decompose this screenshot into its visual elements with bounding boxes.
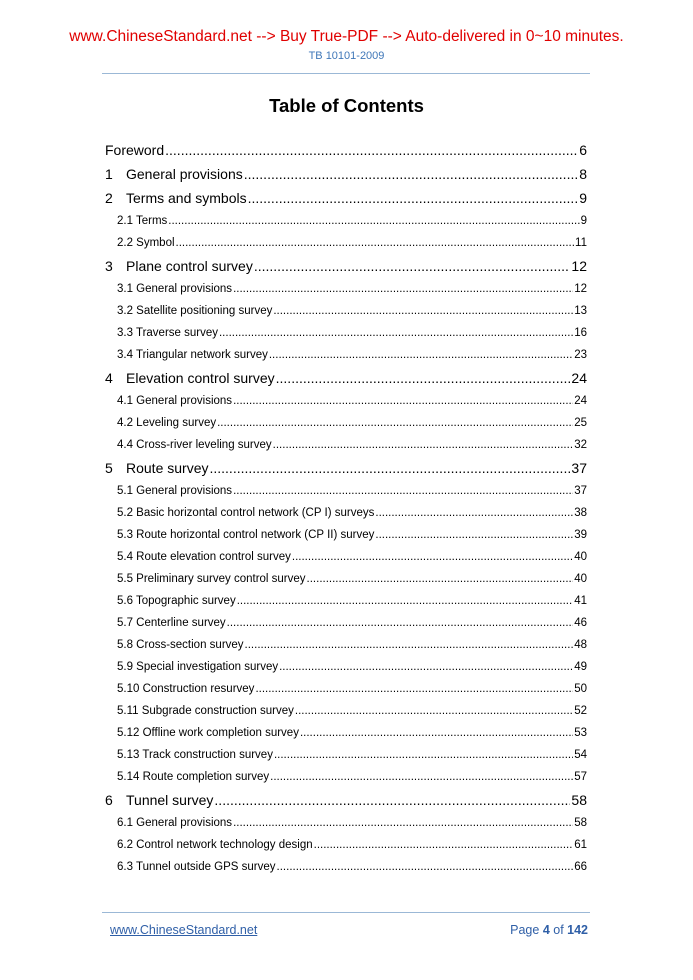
toc-section-entry[interactable]	[105, 502, 587, 524]
toc-chapter-number: 4	[105, 370, 113, 386]
toc-dot-leader	[279, 656, 573, 678]
toc-page-number: 50	[574, 683, 587, 695]
toc-entry-title: 4.1 General provisions	[117, 395, 233, 407]
toc-entry-title: 3.1 General provisions	[117, 283, 233, 295]
toc-page-number: 32	[574, 439, 587, 451]
toc-dot-leader	[209, 457, 570, 480]
toc-entry-title: 3.2 Satellite positioning survey	[117, 305, 273, 317]
toc-entry-title: 5.2 Basic horizontal control network (CP I) surveys	[117, 507, 375, 519]
toc-dot-leader	[274, 744, 573, 766]
toc-entry-label	[117, 232, 175, 254]
toc-dot-leader	[176, 232, 575, 254]
toc-page-number: 48	[574, 639, 587, 651]
toc-dot-leader	[269, 344, 573, 366]
toc-entry-label	[117, 856, 276, 878]
toc-dot-leader	[375, 502, 573, 524]
toc-page-number: 57	[574, 771, 587, 783]
toc-dot-leader	[248, 187, 579, 210]
toc-entry-title: 5.14 Route completion survey	[117, 771, 270, 783]
toc-chapter-entry[interactable]	[105, 138, 587, 162]
toc-entry-title: 4.2 Leveling survey	[117, 417, 217, 429]
footer-website-link[interactable]: www.ChineseStandard.net	[110, 923, 258, 937]
toc-dot-leader	[233, 390, 573, 412]
toc-dot-leader	[255, 678, 573, 700]
toc-entry-label	[105, 255, 253, 278]
toc-entry-title: General provisions	[126, 166, 243, 182]
toc-section-entry[interactable]	[105, 812, 587, 834]
page-title: Table of Contents	[269, 95, 424, 116]
toc-entry-label	[117, 300, 272, 322]
toc-page-number: 13	[574, 305, 587, 317]
toc-entry-title: 5.6 Topographic survey	[117, 595, 236, 607]
toc-entry-label	[117, 700, 294, 722]
toc-chapter-number: 5	[105, 460, 113, 476]
toc-entry-title: Tunnel survey	[126, 792, 214, 808]
toc-entry-label	[117, 656, 278, 678]
toc-entry-title: 2.1 Terms	[117, 215, 168, 227]
toc-page-number: 39	[574, 529, 587, 541]
toc-page-number: 24	[571, 370, 587, 386]
toc-dot-leader	[270, 766, 573, 788]
standard-number: TB 10101-2009	[308, 50, 385, 62]
toc-entry-label	[117, 322, 218, 344]
toc-dot-leader	[254, 255, 571, 278]
toc-entry-label	[117, 210, 167, 232]
toc-dot-leader	[245, 634, 574, 656]
toc-page-number: 61	[574, 839, 587, 851]
toc-entry-label	[117, 590, 236, 612]
toc-chapter-number: 1	[105, 166, 113, 182]
toc-entry-label	[105, 457, 208, 480]
toc-entry-title: Terms and symbols	[126, 190, 247, 206]
toc-entry-title: 3.3 Traverse survey	[117, 327, 218, 339]
toc-entry-title: 5.4 Route elevation control survey	[117, 551, 291, 563]
toc-dot-leader	[273, 300, 573, 322]
toc-entry-label	[117, 834, 313, 856]
toc-entry-label	[117, 412, 216, 434]
toc-entry-title: 5.3 Route horizontal control network (CP II) survey	[117, 529, 375, 541]
toc-section-entry[interactable]	[105, 232, 587, 254]
toc-section-entry[interactable]	[105, 722, 587, 744]
toc-entry-title: 5.12 Offline work completion survey	[117, 727, 299, 739]
page-prefix: Page	[510, 923, 543, 937]
toc-dot-leader	[219, 322, 573, 344]
toc-chapter-entry[interactable]	[105, 162, 587, 186]
toc-entry-label	[117, 480, 232, 502]
current-page-number: 4	[542, 923, 550, 937]
toc-section-entry[interactable]	[105, 834, 587, 856]
toc-page-number: 58	[571, 792, 587, 808]
toc-section-entry[interactable]	[105, 856, 587, 878]
toc-dot-leader	[233, 480, 573, 502]
page-counter	[510, 923, 588, 938]
table-of-contents	[105, 138, 587, 878]
toc-entry-label	[117, 278, 232, 300]
toc-dot-leader	[217, 412, 573, 434]
toc-chapter-number: 2	[105, 190, 113, 206]
toc-dot-leader	[314, 834, 574, 856]
toc-chapter-entry[interactable]	[105, 186, 587, 210]
footer-divider	[102, 912, 590, 913]
toc-dot-leader	[233, 812, 573, 834]
toc-dot-leader	[244, 163, 578, 186]
toc-section-entry[interactable]	[105, 546, 587, 568]
toc-entry-label	[117, 524, 374, 546]
toc-page-number: 6	[579, 142, 587, 158]
toc-section-entry[interactable]	[105, 524, 587, 546]
toc-page-number: 12	[571, 258, 587, 274]
page-of-text: of	[549, 923, 568, 937]
toc-page-number: 12	[574, 283, 587, 295]
toc-section-entry[interactable]	[105, 744, 587, 766]
toc-page-number: 40	[574, 551, 587, 563]
toc-page-number: 52	[574, 705, 587, 717]
toc-page-number: 66	[574, 861, 587, 873]
toc-dot-leader	[292, 546, 573, 568]
total-page-count: 142	[567, 923, 588, 937]
toc-dot-leader	[273, 434, 574, 456]
toc-page-number: 46	[574, 617, 587, 629]
toc-entry-title: 5.10 Construction resurvey	[117, 683, 255, 695]
toc-page-number: 16	[574, 327, 587, 339]
toc-entry-title: Foreword	[105, 142, 165, 158]
toc-dot-leader	[375, 524, 573, 546]
toc-section-entry[interactable]	[105, 656, 587, 678]
toc-section-entry[interactable]	[105, 568, 587, 590]
toc-entry-title: 5.11 Subgrade construction survey	[117, 705, 294, 717]
toc-entry-title: 5.7 Centerline survey	[117, 617, 226, 629]
toc-section-entry[interactable]	[105, 766, 587, 788]
toc-dot-leader	[300, 722, 573, 744]
toc-entry-label	[105, 187, 247, 210]
toc-entry-label	[117, 502, 374, 524]
toc-dot-leader	[168, 210, 579, 232]
toc-section-entry[interactable]	[105, 678, 587, 700]
toc-entry-label	[117, 612, 226, 634]
header-divider	[102, 73, 590, 74]
toc-chapter-number: 6	[105, 792, 113, 808]
toc-page-number: 53	[574, 727, 587, 739]
toc-page-number: 41	[574, 595, 587, 607]
toc-section-entry[interactable]	[105, 278, 587, 300]
toc-section-entry[interactable]	[105, 322, 587, 344]
toc-entry-title: 5.8 Cross-section survey	[117, 639, 244, 651]
toc-page-number: 8	[579, 166, 587, 182]
toc-dot-leader	[295, 700, 573, 722]
toc-page-number: 23	[574, 349, 587, 361]
toc-page-number: 37	[574, 485, 587, 497]
toc-entry-label	[117, 390, 232, 412]
toc-section-entry[interactable]	[105, 480, 587, 502]
toc-entry-label	[117, 434, 272, 456]
toc-page-number: 49	[574, 661, 587, 673]
toc-dot-leader	[237, 590, 574, 612]
toc-page-number: 58	[574, 817, 587, 829]
toc-chapter-entry[interactable]	[105, 254, 587, 278]
toc-dot-leader	[214, 789, 570, 812]
toc-section-entry[interactable]	[105, 344, 587, 366]
toc-entry-title: 5.13 Track construction survey	[117, 749, 273, 761]
toc-entry-label	[117, 722, 299, 744]
toc-chapter-entry[interactable]	[105, 788, 587, 812]
purchase-banner[interactable]: www.ChineseStandard.net --> Buy True-PDF --> Auto-delivered in 0~10 minutes.	[69, 28, 624, 45]
toc-section-entry[interactable]	[105, 210, 587, 232]
toc-entry-label	[117, 344, 268, 366]
toc-entry-label	[117, 568, 306, 590]
toc-entry-label	[117, 634, 244, 656]
toc-section-entry[interactable]	[105, 700, 587, 722]
toc-entry-label	[117, 744, 273, 766]
toc-page-number: 9	[579, 190, 587, 206]
toc-entry-label	[117, 812, 232, 834]
toc-entry-title: Route survey	[126, 460, 209, 476]
toc-page-number: 38	[574, 507, 587, 519]
toc-dot-leader	[276, 367, 571, 390]
toc-page-number: 24	[574, 395, 587, 407]
toc-entry-title: 2.2 Symbol	[117, 237, 175, 249]
toc-entry-title: Elevation control survey	[126, 370, 275, 386]
toc-page-number: 9	[580, 215, 587, 227]
toc-section-entry[interactable]	[105, 590, 587, 612]
toc-section-entry[interactable]	[105, 390, 587, 412]
toc-entry-label	[105, 163, 243, 186]
toc-entry-title: 5.9 Special investigation survey	[117, 661, 279, 673]
toc-entry-title: 5.5 Preliminary survey control survey	[117, 573, 306, 585]
toc-chapter-entry[interactable]	[105, 366, 587, 390]
toc-entry-title: 6.3 Tunnel outside GPS survey	[117, 861, 276, 873]
toc-chapter-entry[interactable]	[105, 456, 587, 480]
toc-section-entry[interactable]	[105, 300, 587, 322]
toc-dot-leader	[165, 139, 578, 162]
toc-entry-title: 3.4 Triangular network survey	[117, 349, 268, 361]
toc-entry-label	[105, 367, 275, 390]
toc-section-entry[interactable]	[105, 612, 587, 634]
toc-section-entry[interactable]	[105, 412, 587, 434]
toc-page-number: 11	[575, 237, 587, 249]
toc-section-entry[interactable]	[105, 434, 587, 456]
toc-entry-label	[117, 546, 291, 568]
toc-dot-leader	[307, 568, 574, 590]
toc-page-number: 54	[574, 749, 587, 761]
toc-dot-leader	[277, 856, 574, 878]
toc-entry-label	[105, 789, 213, 812]
toc-entry-title: 5.1 General provisions	[117, 485, 233, 497]
toc-chapter-number: 3	[105, 258, 113, 274]
toc-entry-label	[117, 766, 269, 788]
toc-page-number: 25	[574, 417, 587, 429]
toc-entry-title: Plane control survey	[126, 258, 253, 274]
toc-dot-leader	[233, 278, 573, 300]
toc-page-number: 37	[571, 460, 587, 476]
toc-page-number: 40	[574, 573, 587, 585]
toc-entry-label	[105, 139, 164, 162]
toc-dot-leader	[227, 612, 574, 634]
toc-section-entry[interactable]	[105, 634, 587, 656]
toc-entry-title: 4.4 Cross-river leveling survey	[117, 439, 272, 451]
toc-entry-title: 6.1 General provisions	[117, 817, 233, 829]
toc-entry-label	[117, 678, 254, 700]
toc-entry-title: 6.2 Control network technology design	[117, 839, 313, 851]
